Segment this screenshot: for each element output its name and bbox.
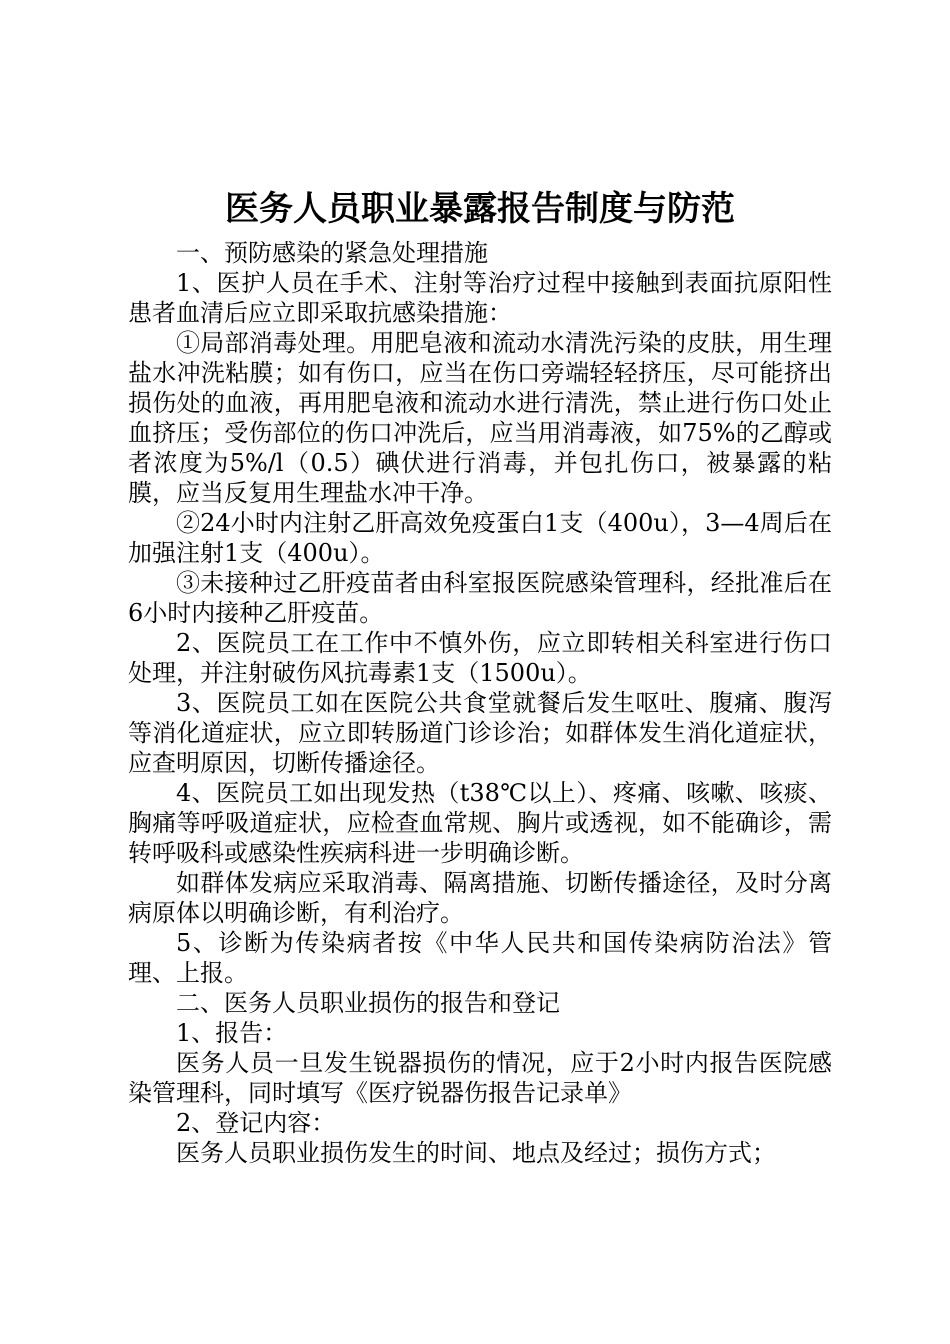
paragraph: 如群体发病应采取消毒、隔离措施、切断传播途径，及时分离病原体以明确诊断，有利治疗。 — [128, 869, 832, 927]
paragraph: 3、医院员工如在医院公共食堂就餐后发生呕吐、腹痛、腹泻等消化道症状，应立即转肠道门诊诊治；如群体发生消化道症状，应查明原因，切断传播途径。 — [128, 689, 832, 777]
paragraph: 医务人员职业损伤发生的时间、地点及经过；损伤方式； — [176, 1139, 776, 1167]
paragraph: 2、登记内容： — [176, 1109, 336, 1137]
paragraph: ②24小时内注射乙肝高效免疫蛋白1支（400u），3—4周后在加强注射1支（400u）。 — [128, 509, 832, 567]
document-page — [128, 180, 832, 1168]
section-heading-1: 一、预防感染的紧急处理措施 — [176, 239, 488, 267]
document-body — [128, 238, 832, 1168]
paragraph: 1、医护人员在手术、注射等治疗过程中接触到表面抗原阳性患者血清后应立即采取抗感染措施： — [128, 269, 832, 327]
paragraph: 医务人员一旦发生锐器损伤的情况，应于2小时内报告医院感染管理科，同时填写《医疗锐器伤报告记录单》 — [128, 1049, 832, 1107]
paragraph: ③未接种过乙肝疫苗者由科室报医院感染管理科，经批准后在6小时内接种乙肝疫苗。 — [128, 569, 832, 627]
paragraph: 4、医院员工如出现发热（t38℃以上）、疼痛、咳嗽、咳痰、胸痛等呼吸道症状，应检查血常规、胸片或透视，如不能确诊，需转呼吸科或感染性疾病科进一步明确诊断。 — [128, 779, 832, 867]
document-title: 医务人员职业暴露报告制度与防范 — [225, 189, 735, 229]
paragraph: ①局部消毒处理。用肥皂液和流动水清洗污染的皮肤，用生理盐水冲洗粘膜；如有伤口，应当在伤口旁端轻轻挤压，尽可能挤出损伤处的血液，再用肥皂液和流动水进行清洗，禁止进行伤口处止血挤压；受伤部位的伤口冲洗后，应当用消毒液，如75%的乙醇或者浓度为5%/l（0.5）碘伏进行消毒，并包扎伤口，被暴露的粘膜，应当反复用生理盐水冲干净。 — [128, 329, 832, 507]
paragraph: 2、医院员工在工作中不慎外伤，应立即转相关科室进行伤口处理，并注射破伤风抗毒素1支（1500u）。 — [128, 629, 832, 687]
paragraph: 5、诊断为传染病者按《中华人民共和国传染病防治法》管理、上报。 — [128, 929, 832, 987]
section-heading-2: 二、医务人员职业损伤的报告和登记 — [176, 989, 560, 1017]
paragraph: 1、报告： — [176, 1019, 288, 1047]
